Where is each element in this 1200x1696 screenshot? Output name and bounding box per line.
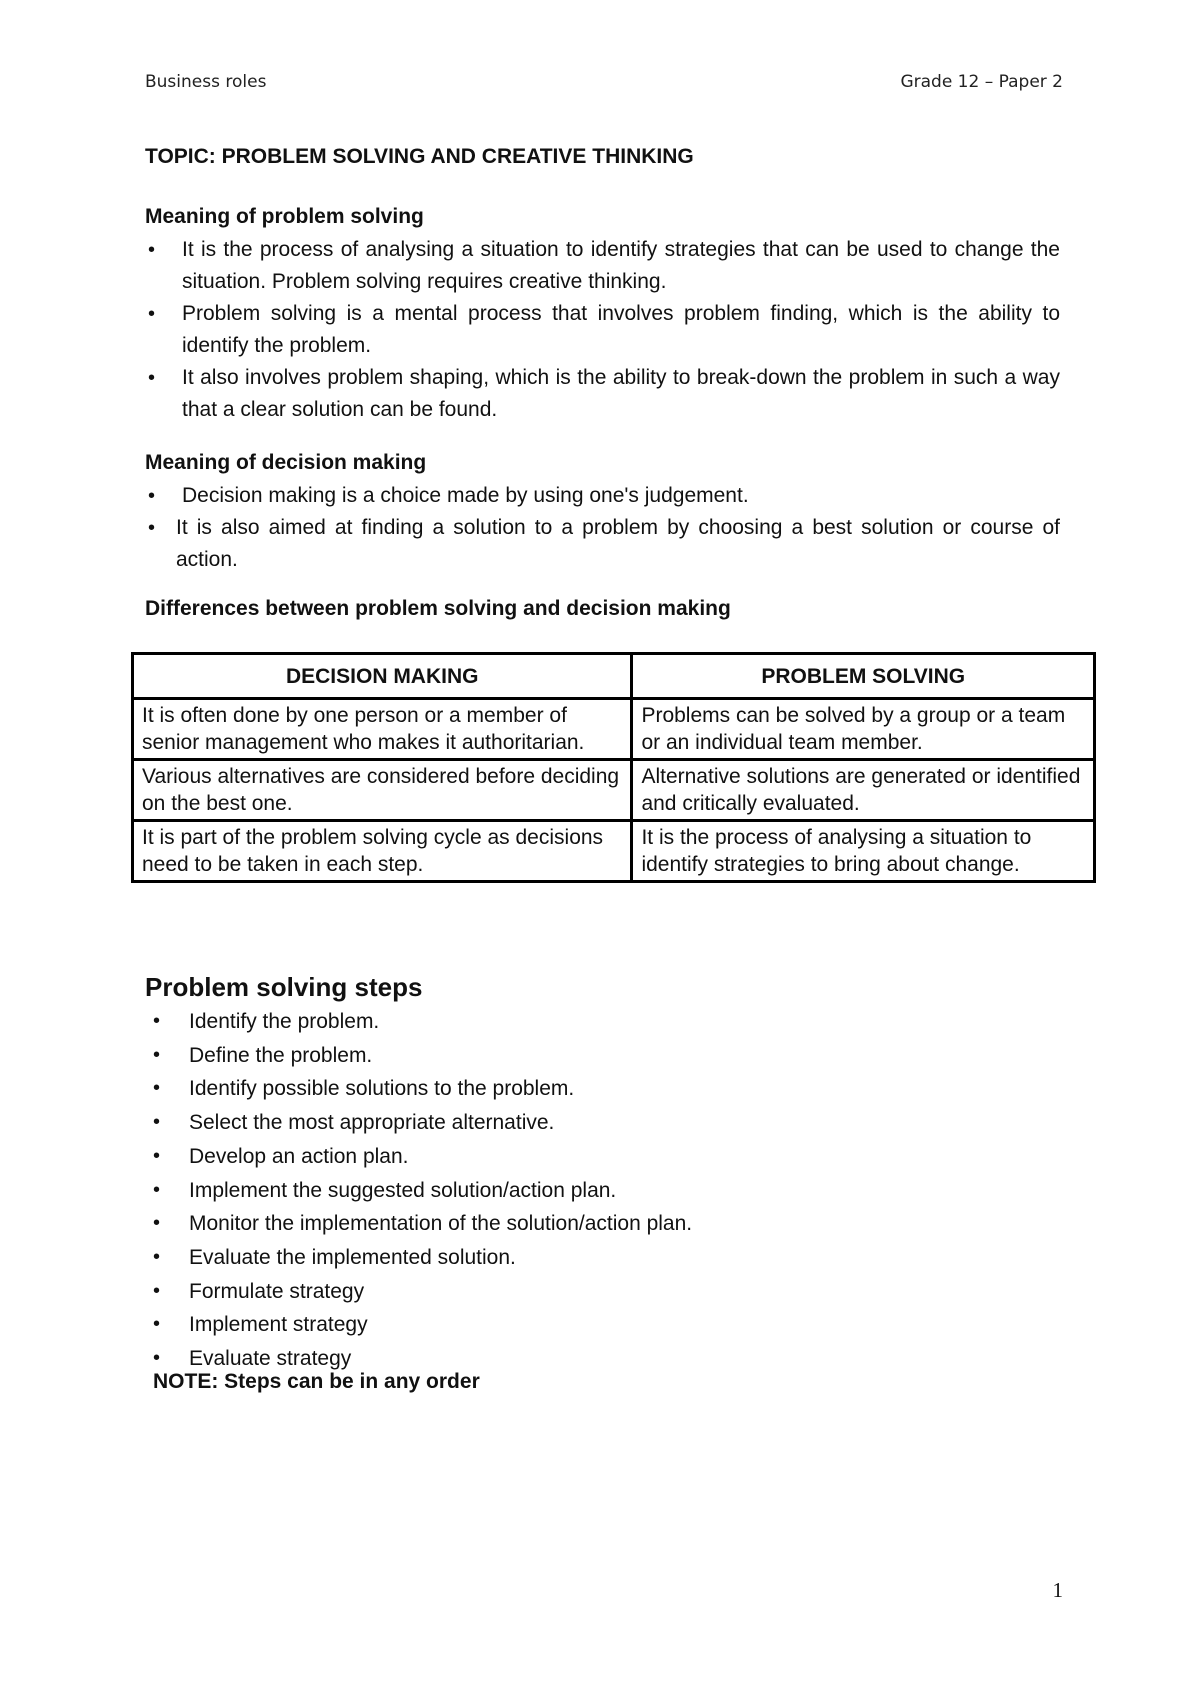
list-item: • It also involves problem shaping, which is the ability to break-down the problem in such a way that a clear solution can be found. xyxy=(145,362,1060,426)
decision-making-heading: Meaning of decision making xyxy=(145,451,427,474)
page-number: 1 xyxy=(1052,1578,1063,1602)
list-item: • Monitor the implementation of the solution/action plan. xyxy=(145,1207,692,1241)
table-cell: It is part of the problem solving cycle as decisions need to be taken in each step. xyxy=(133,821,632,882)
differences-heading: Differences between problem solving and decision making xyxy=(145,597,731,620)
list-item: • Evaluate strategy xyxy=(145,1342,692,1376)
table-row xyxy=(133,821,1095,882)
column-header-problem-solving: PROBLEM SOLVING xyxy=(632,654,1095,699)
header-right: Grade 12 – Paper 2 xyxy=(900,72,1063,92)
topic-title: TOPIC: PROBLEM SOLVING AND CREATIVE THINKING xyxy=(145,145,694,168)
problem-solving-list xyxy=(145,234,1060,426)
table-cell: It is often done by one person or a member of senior management who makes it authoritarian. xyxy=(133,699,632,760)
header-left: Business roles xyxy=(145,72,267,92)
list-item: • It is also aimed at finding a solution to a problem by choosing a best solution or course of action. xyxy=(145,512,1060,576)
table-cell: Problems can be solved by a group or a team or an individual team member. xyxy=(632,699,1095,760)
list-item: • Evaluate the implemented solution. xyxy=(145,1241,692,1275)
list-item: • Decision making is a choice made by using one's judgement. xyxy=(145,480,1060,512)
steps-note: NOTE: Steps can be in any order xyxy=(153,1370,480,1393)
decision-making-list xyxy=(145,480,1060,576)
table-cell: Alternative solutions are generated or identified and critically evaluated. xyxy=(632,760,1095,821)
column-header-decision-making: DECISION MAKING xyxy=(133,654,632,699)
list-item: • Formulate strategy xyxy=(145,1275,692,1309)
problem-solving-section xyxy=(145,202,1060,426)
list-item: • It is the process of analysing a situation to identify strategies that can be used to change the situation. Problem solving requires creative thinking. xyxy=(145,234,1060,298)
list-item: • Define the problem. xyxy=(145,1039,692,1073)
table-row xyxy=(133,760,1095,821)
decision-making-section xyxy=(145,448,1060,576)
steps-heading: Problem solving steps xyxy=(145,972,423,1002)
list-item: • Problem solving is a mental process that involves problem finding, which is the ability to identify the problem. xyxy=(145,298,1060,362)
list-item: • Identify possible solutions to the problem. xyxy=(145,1072,692,1106)
table-row xyxy=(133,699,1095,760)
table-cell: Various alternatives are considered before deciding on the best one. xyxy=(133,760,632,821)
list-item: • Identify the problem. xyxy=(145,1005,692,1039)
table-header-row xyxy=(133,654,1095,699)
comparison-table xyxy=(131,652,1096,883)
list-item: • Implement strategy xyxy=(145,1308,692,1342)
list-item: • Develop an action plan. xyxy=(145,1140,692,1174)
list-item: • Implement the suggested solution/action plan. xyxy=(145,1174,692,1208)
list-item: • Select the most appropriate alternative. xyxy=(145,1106,692,1140)
problem-solving-heading: Meaning of problem solving xyxy=(145,205,424,228)
table-cell: It is the process of analysing a situation to identify strategies to bring about change. xyxy=(632,821,1095,882)
steps-list xyxy=(145,1005,692,1376)
